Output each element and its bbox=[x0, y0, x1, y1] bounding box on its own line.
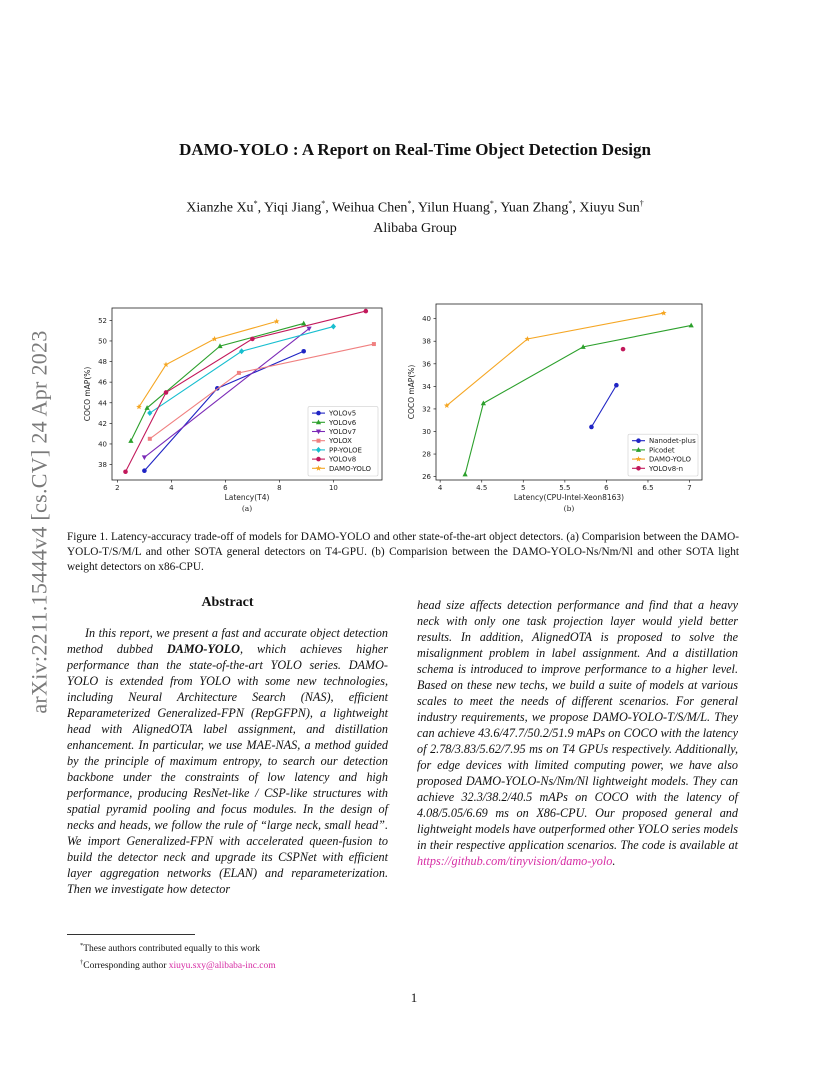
x-tick-label: 8 bbox=[277, 484, 282, 492]
data-point bbox=[614, 383, 619, 388]
footnotes bbox=[80, 939, 276, 973]
data-point bbox=[621, 347, 626, 352]
x-tick-label: 4.5 bbox=[476, 484, 488, 492]
author-mark: * bbox=[321, 199, 326, 208]
abstract-body: , which achieves higher performance than the state-of-the-art YOLO series. DAMO-YOLO is extended from YOLO with some new technologies, including Neural Architecture Search (NAS), efficient Reparameterized Generalized-FPN (RepGFPN), a lightweight head with AlignedOTA label assignment, and distillation enhancement. In particular, we use MAE-NAS, a method guided by the principle of maximum entropy, to search our detection backbone under the constraints of low latency and high performance, producing ResNet-like / CSP-like structures with spatial pyramid pooling and focus modules. In the design of necks and heads, we follow the rule of “large neck, small head”. We import Generalized-FPN with accelerated queen-fusion to build the detector neck and upgrade its CSPNet with efficient layer aggregation networks (ELAN) and reparameterization. Then we investigate how detector bbox=[67, 642, 388, 896]
paper-title: DAMO-YOLO : A Report on Real-Time Object Detection Design bbox=[179, 140, 651, 159]
legend-label: YOLOv8-n bbox=[649, 464, 684, 473]
footnote-corresponding bbox=[80, 956, 276, 973]
legend-label: Nanodet-plus bbox=[649, 437, 696, 446]
abstract-column-left bbox=[67, 595, 388, 897]
legend-label: YOLOv6 bbox=[329, 418, 357, 427]
author-mark: * bbox=[407, 199, 412, 208]
legend-swatch-marker bbox=[316, 411, 321, 416]
legend-swatch-marker bbox=[317, 439, 321, 443]
x-tick-label: 10 bbox=[328, 484, 338, 492]
author-email[interactable]: xiuyu.sxy@alibaba-inc.com bbox=[168, 961, 276, 972]
y-tick-label: 52 bbox=[98, 316, 107, 325]
legend-swatch-marker bbox=[636, 466, 641, 471]
x-tick-label: 4 bbox=[169, 484, 174, 492]
y-tick-label: 32 bbox=[422, 405, 431, 414]
abstract-column-right bbox=[417, 597, 738, 869]
figure-sublabel: (b) bbox=[563, 504, 575, 513]
x-tick-label: 6 bbox=[604, 484, 609, 492]
legend-label: YOLOv5 bbox=[329, 409, 357, 418]
figure-caption: Figure 1. Latency-accuracy trade-off of models for DAMO-YOLO and other state-of-the-art object detectors. (a) Comparision between the DAMO-YOLO-T/S/M/L and other SOTA general detectors on T4-GPU. (b) Comparision between the DAMO-YOLO-Ns/Nm/Nl and other SOTA light weight detectors on x86-CPU. bbox=[67, 531, 739, 573]
chart-b bbox=[404, 296, 704, 518]
author-block bbox=[90, 194, 740, 239]
y-tick-label: 50 bbox=[98, 337, 107, 346]
data-point bbox=[372, 342, 376, 346]
y-axis-label: COCO mAP(%) bbox=[407, 364, 416, 420]
x-axis-label: Latency(T4) bbox=[224, 493, 270, 502]
x-tick-label: 6.5 bbox=[642, 484, 654, 492]
data-point bbox=[301, 349, 306, 354]
figure-sublabel: (a) bbox=[241, 504, 253, 513]
data-point bbox=[148, 437, 152, 441]
legend-label: Picodet bbox=[649, 446, 675, 455]
y-tick-label: 28 bbox=[422, 450, 431, 459]
author-name: Yiqi Jiang bbox=[264, 200, 322, 216]
data-point bbox=[164, 390, 169, 395]
x-tick-label: 5 bbox=[521, 484, 526, 492]
abstract-heading: Abstract bbox=[201, 595, 254, 610]
y-tick-label: 42 bbox=[98, 419, 107, 428]
footnote-divider bbox=[67, 934, 195, 935]
data-point bbox=[142, 468, 147, 473]
footnote-mark: * bbox=[80, 942, 84, 949]
legend-label: DAMO-YOLO bbox=[649, 455, 692, 464]
legend-label: YOLOX bbox=[329, 437, 352, 446]
figure-a bbox=[83, 296, 386, 518]
y-tick-label: 34 bbox=[422, 382, 431, 391]
y-tick-label: 40 bbox=[98, 440, 107, 449]
legend bbox=[628, 434, 698, 476]
author-name: Weihua Chen bbox=[331, 200, 408, 216]
y-tick-label: 38 bbox=[422, 337, 431, 346]
author-mark: * bbox=[568, 199, 573, 208]
data-point bbox=[250, 337, 255, 342]
abstract-lead: In this report, we present a fast and accurate object detection method dubbed bbox=[67, 626, 388, 656]
series-yolov8-n bbox=[621, 347, 626, 352]
footnote-text: These authors contributed equally to this work bbox=[83, 944, 261, 955]
x-tick-label: 2 bbox=[115, 484, 120, 492]
legend-label: DAMO-YOLO bbox=[329, 464, 372, 473]
abstract-paragraph-2 bbox=[417, 597, 738, 869]
data-point bbox=[589, 425, 594, 430]
author-name: Xiuyu Sun bbox=[579, 200, 640, 216]
y-tick-label: 40 bbox=[422, 315, 431, 324]
arxiv-id: arXiv:2211.15444v4 [cs.CV] 24 Apr 2023 bbox=[27, 330, 53, 714]
data-point bbox=[237, 371, 241, 375]
x-tick-label: 4 bbox=[437, 484, 443, 492]
x-tick-label: 6 bbox=[223, 484, 228, 492]
y-tick-label: 46 bbox=[98, 378, 107, 387]
arxiv-sidebar bbox=[20, 284, 60, 760]
affiliation: Alibaba Group bbox=[373, 220, 457, 236]
chart-a bbox=[83, 296, 386, 518]
author-mark: † bbox=[639, 199, 644, 208]
legend-label: YOLOv7 bbox=[329, 428, 357, 436]
data-point bbox=[123, 469, 128, 474]
footnote-mark: † bbox=[80, 959, 84, 967]
author-name: Yuan Zhang bbox=[500, 200, 569, 216]
abstract-paragraph-1 bbox=[67, 625, 388, 897]
y-tick-label: 36 bbox=[422, 360, 431, 369]
legend-swatch-marker bbox=[636, 438, 641, 443]
x-tick-label: 7 bbox=[687, 484, 692, 492]
data-point bbox=[364, 309, 369, 314]
y-tick-label: 48 bbox=[98, 358, 107, 367]
y-tick-label: 38 bbox=[98, 461, 107, 470]
page-number: 1 bbox=[410, 990, 418, 1005]
legend-swatch-marker bbox=[316, 457, 321, 462]
footnote-equal-contribution bbox=[80, 939, 276, 956]
legend-label: YOLOv8 bbox=[329, 455, 357, 464]
code-link[interactable]: https://github.com/tinyvision/damo-yolo bbox=[417, 854, 613, 868]
method-name: DAMO-YOLO bbox=[166, 642, 240, 656]
y-tick-label: 26 bbox=[422, 473, 431, 482]
y-tick-label: 30 bbox=[422, 427, 431, 436]
author-list: Xianzhe Xu*, Yiqi Jiang*, Weihua Chen*, Yilun Huang*, Yuan Zhang*, Xiuyu Sun† bbox=[186, 199, 644, 216]
footnote-text: Corresponding author bbox=[83, 961, 169, 972]
figure-b bbox=[404, 296, 704, 518]
author-mark: * bbox=[253, 199, 258, 208]
author-name: Yilun Huang bbox=[417, 200, 490, 216]
author-name: Xianzhe Xu bbox=[186, 200, 254, 216]
legend bbox=[308, 407, 378, 476]
x-tick-label: 5.5 bbox=[559, 484, 571, 492]
author-mark: * bbox=[489, 199, 494, 208]
y-axis-label: COCO mAP(%) bbox=[83, 366, 92, 422]
legend-label: PP-YOLOE bbox=[329, 446, 362, 455]
x-axis-label: Latency(CPU-Intel-Xeon8163) bbox=[513, 493, 625, 502]
abstract-end: . bbox=[612, 854, 616, 868]
abstract-continued: head size affects detection performance and find that a heavy neck with only one task projection layer would yield better results. In addition, AlignedOTA is proposed to solve the misalignment problem in label assignment. And a distillation schema is introduced to improve performance to a higher level. Based on these new techs, we build a suite of models at various scales to meet the needs of different scenarios. For general industry requirements, we propose DAMO-YOLO-T/S/M/L. They can achieve 43.6/47.7/50.2/51.9 mAPs on COCO with the latency of 2.78/3.83/5.62/7.95 ms on T4 GPUs respectively. Additionally, for edge devices with limited computing power, we have also proposed DAMO-YOLO-Ns/Nm/Nl lightweight models. They can achieve 32.3/38.2/40.5 mAPs on COCO with the latency of 4.08/5.05/6.69 ms on X86-CPU. Our proposed general and lightweight models have outperformed other YOLO series models in their respective application scenarios. The code is available at bbox=[417, 598, 738, 852]
y-tick-label: 44 bbox=[98, 399, 107, 408]
